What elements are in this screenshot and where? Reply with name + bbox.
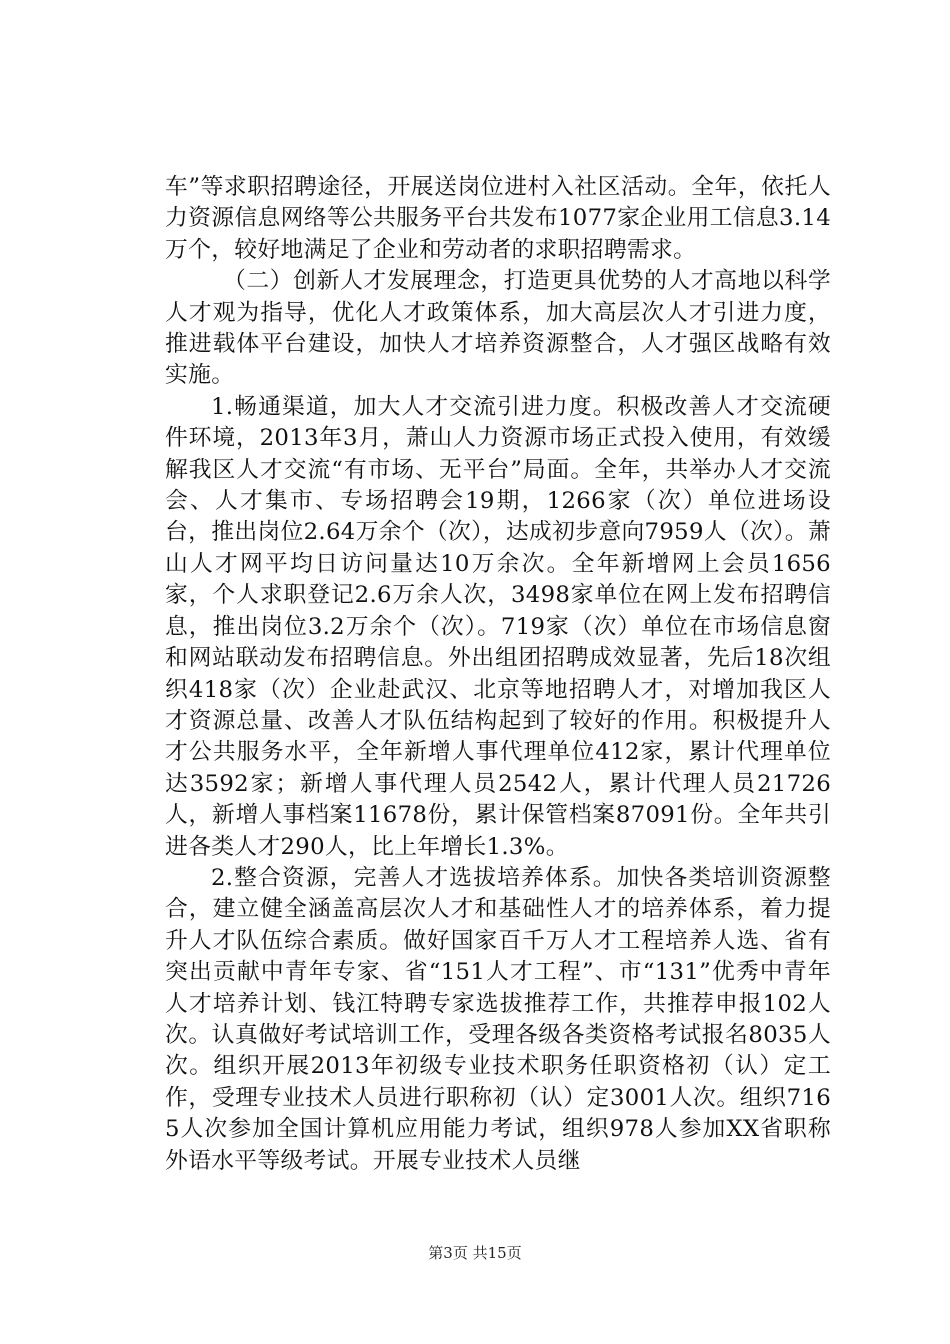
paragraph-continuation: 车”等求职招聘途径，开展送岗位进村入社区活动。全年，依托人力资源信息网络等公共服务平台共发布1077家企业用工信息3.14万个，较好地满足了企业和劳动者的求职招聘需求。 xyxy=(165,174,831,263)
section-heading-paragraph: （二）创新人才发展理念，打造更具优势的人才高地以科学人才观为指导，优化人才政策体系，加大高层次人才引进力度，推进载体平台建设，加快人才培养资源整合，人才强区战略有效实施。 xyxy=(165,268,831,389)
paragraph-item-2: 2.整合资源，完善人才选拔培养体系。加快各类培训资源整合，建立健全涵盖高层次人才和基础性人才的培养体系，着力提升人才队伍综合素质。做好国家百千万人才工程培养人选、省有突出贡献中青年专家、省“151人才工程”、市“131”优秀中青年人才培养计划、钱江特聘专家选拔推荐工作，共推荐申报102人次。认真做好考试培训工作，受理各级各类资格考试报名8035人次。组织开展2013年初级专业技术职务任职资格初（认）定工作，受理专业技术人员进行职称初（认）定3001人次。组织7165人次参加全国计算机应用能力考试，组织978人参加XX省职称外语水平等级考试。开展专业技术人员继 xyxy=(165,864,831,1174)
document-body xyxy=(165,172,831,1177)
paragraph-item-1: 1.畅通渠道，加大人才交流引进力度。积极改善人才交流硬件环境，2013年3月，萧山人力资源市场正式投入使用，有效缓解我区人才交流“有市场、无平台”局面。全年，共举办人才交流会、人才集市、专场招聘会19期，1266家（次）单位进场设台，推出岗位2.64万余个（次），达成初步意向7959人（次）。萧山人才网平均日访问量达10万余次。全年新增网上会员1656家，个人求职登记2.6万余人次，3498家单位在网上发布招聘信息，推出岗位3.2万余个（次）。719家（次）单位在市场信息窗和网站联动发布招聘信息。外出组团招聘成效显著，先后18次组织418家（次）企业赴武汉、北京等地招聘人才，对增加我区人才资源总量、改善人才队伍结构起到了较好的作用。积极提升人才公共服务水平，全年新增人事代理单位412家，累计代理单位达3592家；新增人事代理人员2542人，累计代理人员21726人，新增人事档案11678份，累计保管档案87091份。全年共引进各类人才290人，比上年增长1.3%。 xyxy=(165,393,831,860)
page-number-footer: 第3页 共15页 xyxy=(428,1244,522,1262)
